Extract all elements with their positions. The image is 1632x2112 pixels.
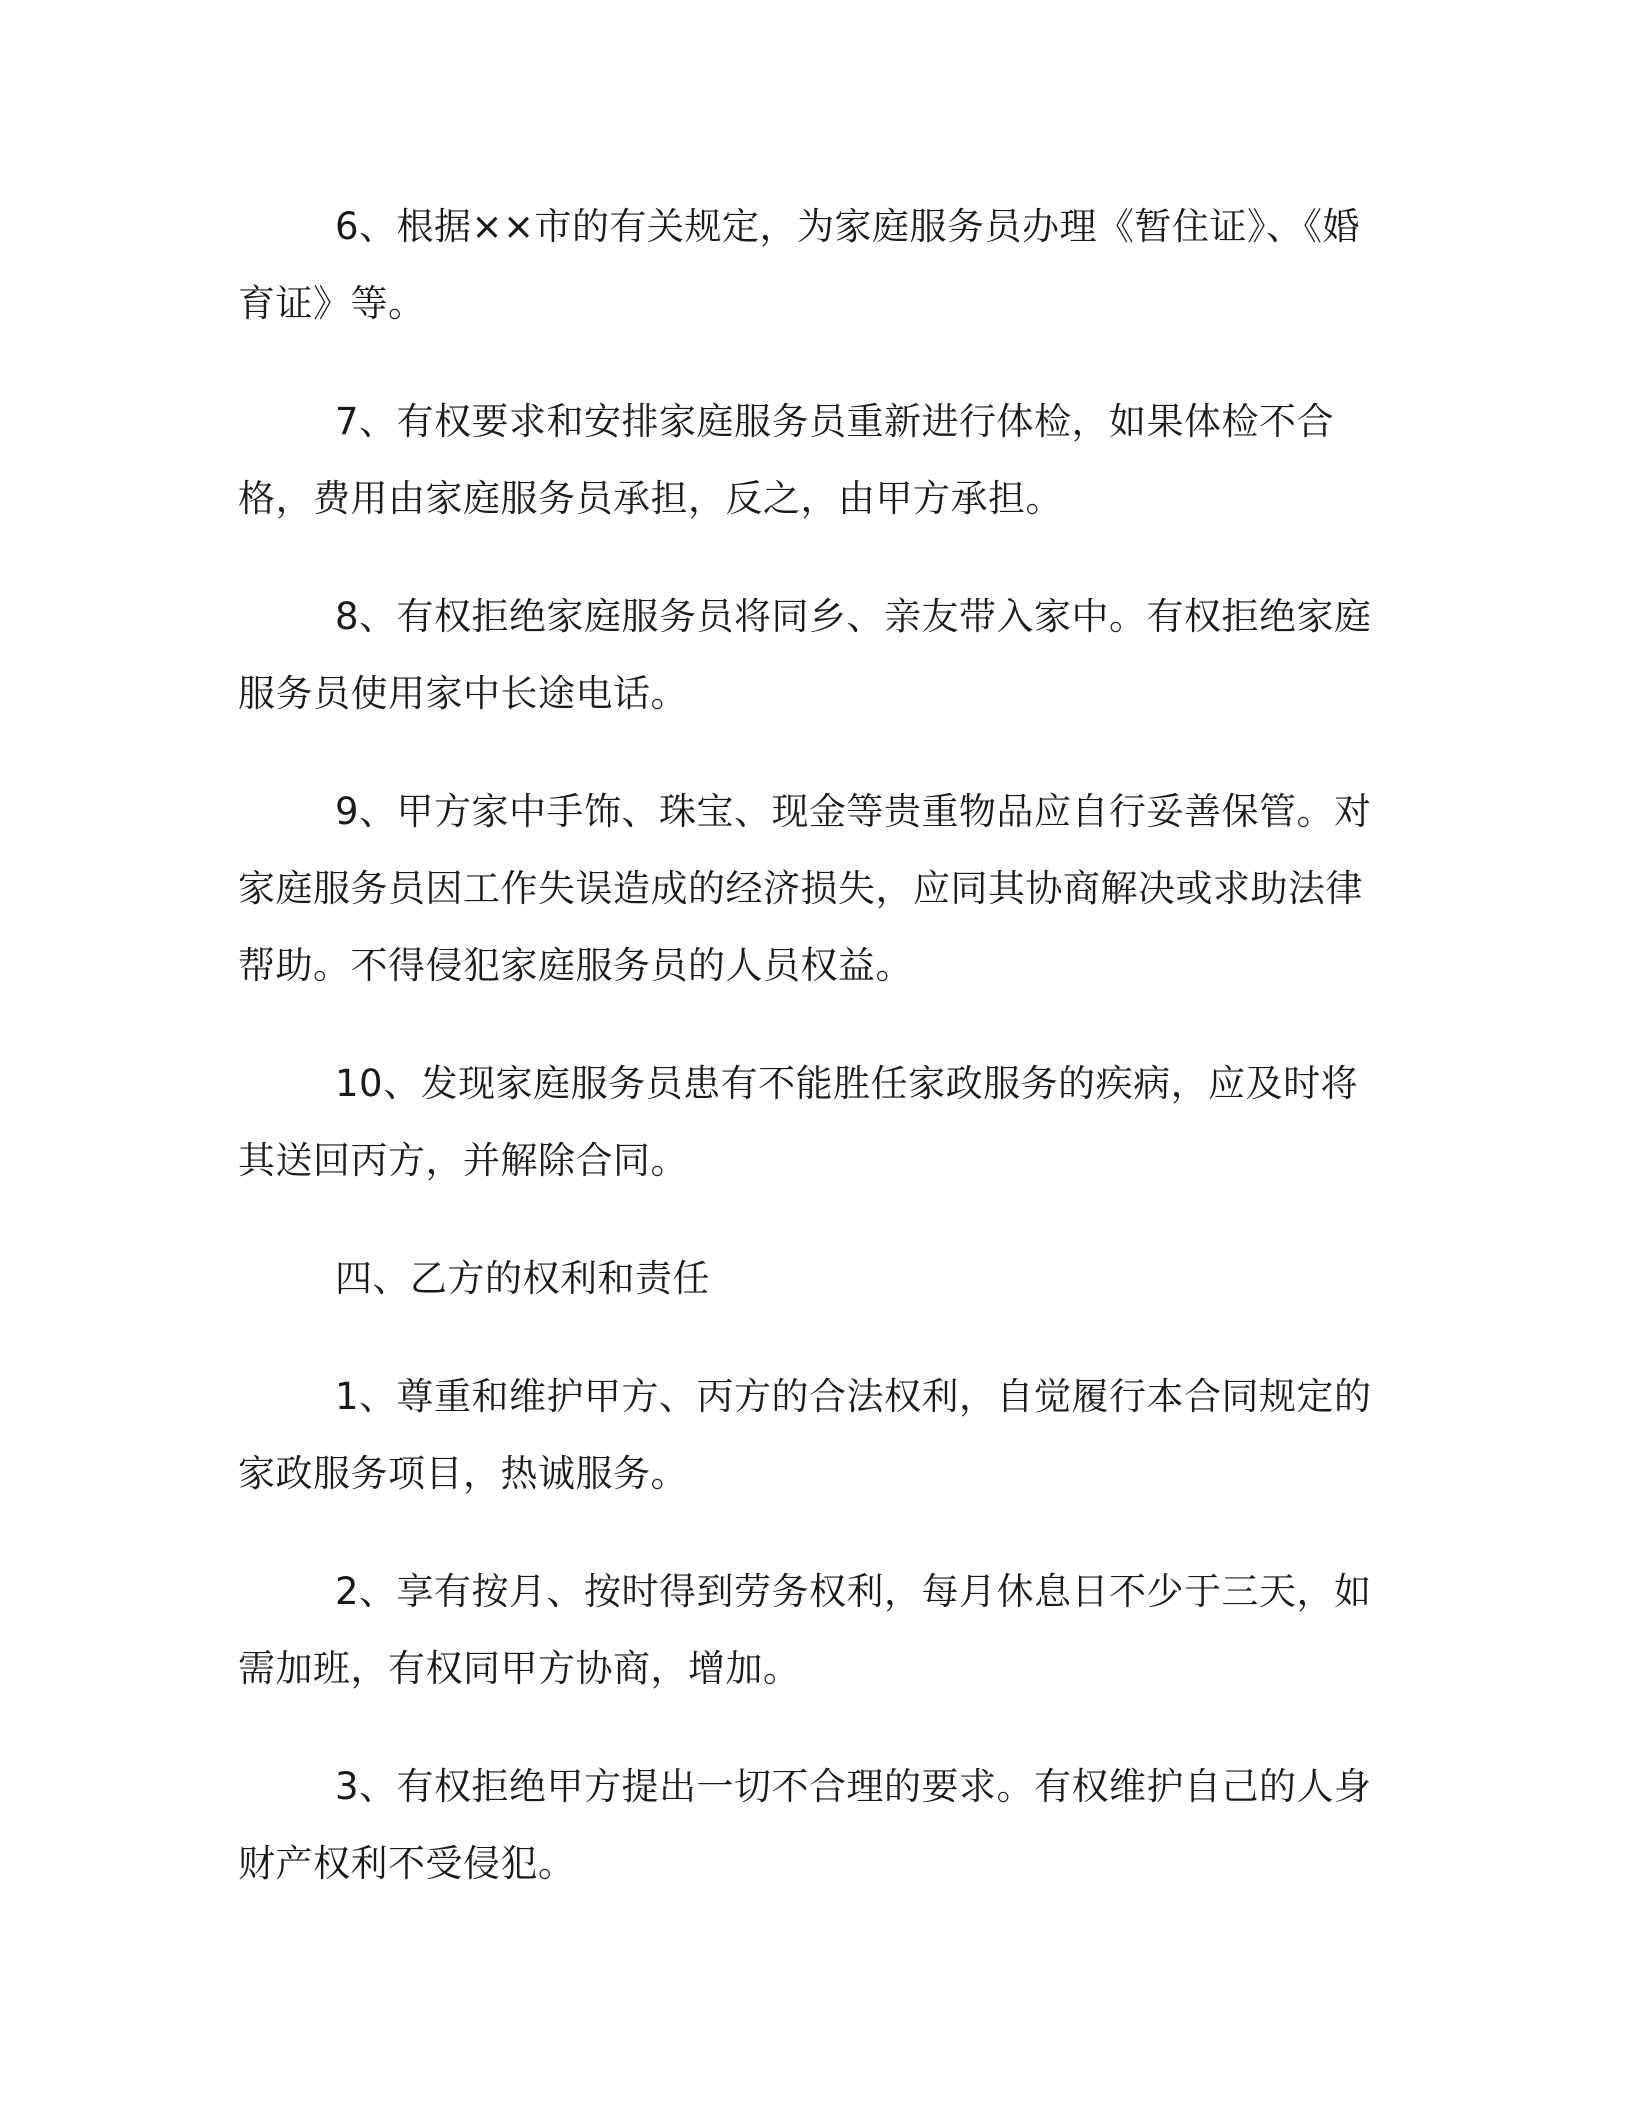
clause-10: 10、发现家庭服务员患有不能胜任家政服务的疾病，应及时将其送回丙方，并解除合同。	[238, 1062, 1359, 1182]
clause-7: 7、有权要求和安排家庭服务员重新进行体检，如果体检不合格，费用由家庭服务员承担，反之，由甲方承担。	[238, 400, 1335, 520]
party-b-clause-3: 3、有权拒绝甲方提出一切不合理的要求。有权维护自己的人身财产权利不受侵犯。	[238, 1765, 1372, 1885]
party-b-clause-1: 1、尊重和维护甲方、丙方的合法权利，自觉履行本合同规定的家政服务项目，热诚服务。	[238, 1375, 1372, 1495]
clause-8: 8、有权拒绝家庭服务员将同乡、亲友带入家中。有权拒绝家庭服务员使用家中长途电话。	[238, 595, 1372, 715]
clause-9: 9、甲方家中手饰、珠宝、现金等贵重物品应自行妥善保管。对家庭服务员因工作失误造成的经济损失，应同其协商解决或求助法律帮助。不得侵犯家庭服务员的人员权益。	[238, 790, 1372, 987]
document-body	[238, 188, 1388, 1943]
party-b-clause-2: 2、享有按月、按时得到劳务权利，每月休息日不少于三天，如需加班，有权同甲方协商，增加。	[238, 1570, 1372, 1690]
section-heading: 四、乙方的权利和责任	[335, 1257, 710, 1300]
clause-6: 6、根据××市的有关规定，为家庭服务员办理《暂住证》、《婚育证》等。	[238, 205, 1361, 325]
